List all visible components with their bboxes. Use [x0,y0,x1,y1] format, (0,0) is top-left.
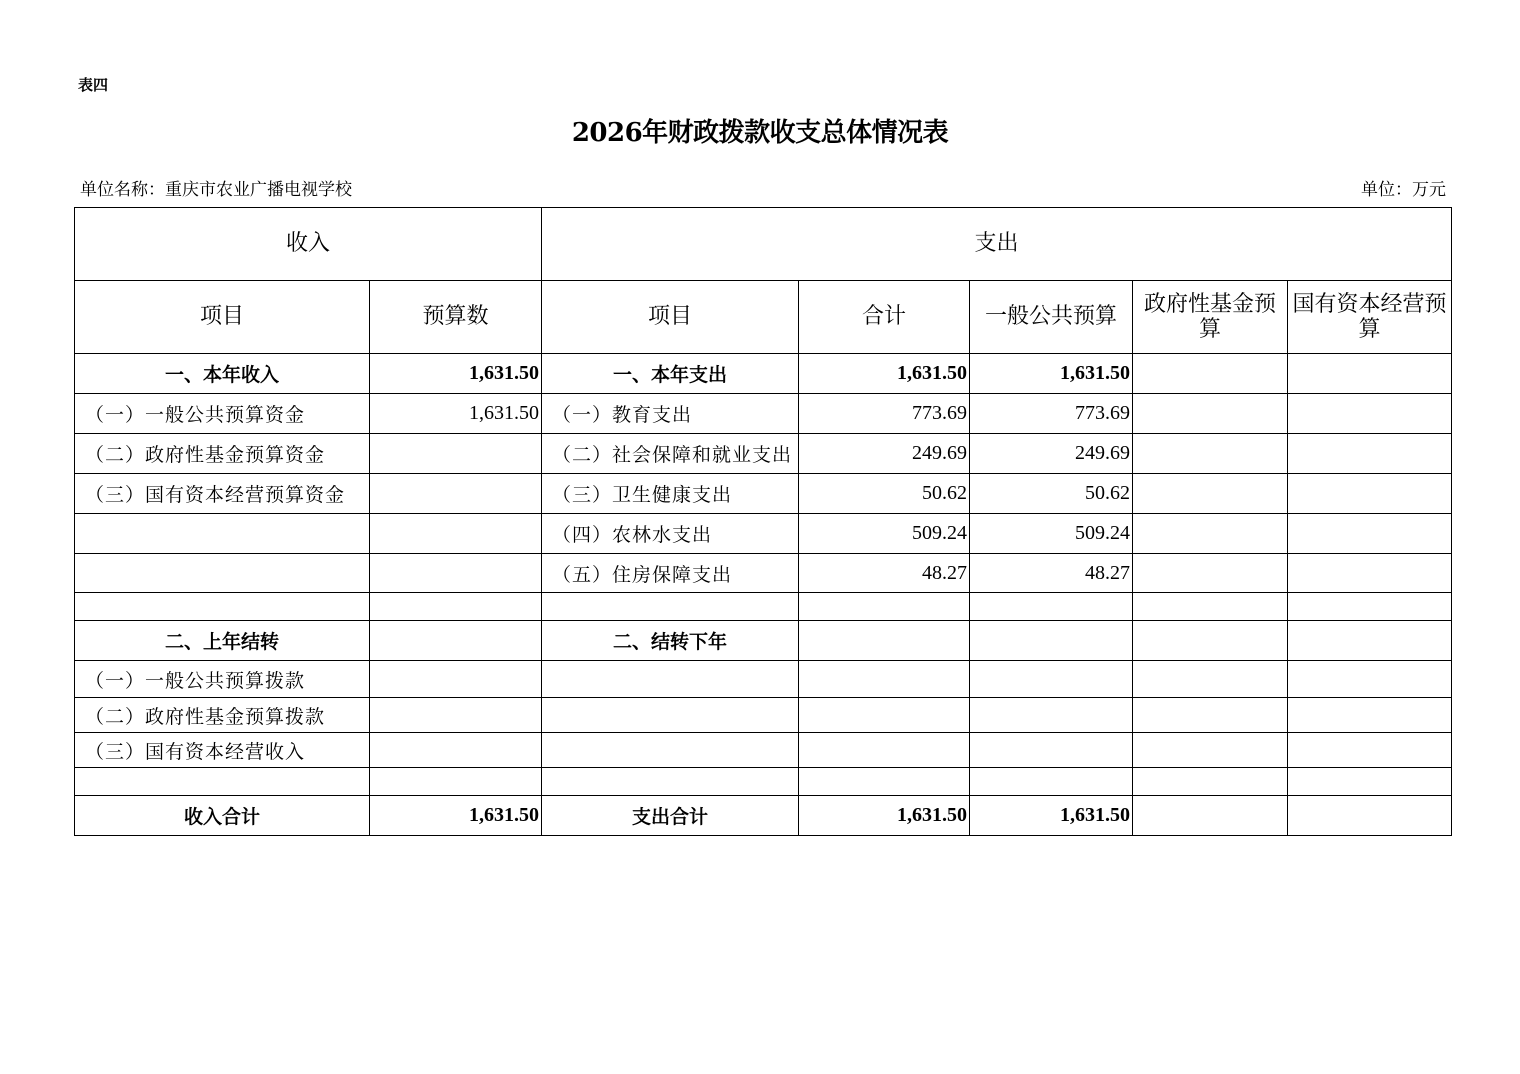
gov-fund-cell [1133,514,1288,554]
table-row [75,474,1452,514]
income-item-cell: （二）政府性基金预算资金 [75,434,370,474]
income-value-cell: 1,631.50 [370,354,542,394]
income-value-cell [370,434,542,474]
state-capital-cell [1288,593,1452,621]
state-capital-cell [1288,434,1452,474]
total-header: 合计 [799,281,970,354]
income-item-cell: （三）国有资本经营收入 [75,733,370,768]
state-capital-total-value [1288,796,1452,836]
income-value-cell [370,768,542,796]
general-budget-cell [970,621,1133,661]
income-item-cell: （二）政府性基金预算拨款 [75,698,370,733]
expenditure-total-label: 支出合计 [542,796,799,836]
state-capital-budget-header: 国有资本经营预算 [1288,281,1452,354]
state-capital-cell [1288,733,1452,768]
budget-table [74,207,1452,836]
state-capital-cell [1288,768,1452,796]
income-value-cell [370,593,542,621]
income-value-cell [370,698,542,733]
header-row-columns [75,281,1452,354]
income-item-cell [75,554,370,593]
general-budget-cell: 509.24 [970,514,1133,554]
gov-fund-cell [1133,434,1288,474]
document-label: 表四 [78,76,109,94]
gov-fund-cell [1133,698,1288,733]
gov-fund-cell [1133,733,1288,768]
income-item-cell: 二、上年结转 [75,621,370,661]
gov-fund-cell [1133,593,1288,621]
total-cell: 1,631.50 [799,354,970,394]
gov-fund-total-value [1133,796,1288,836]
income-value-cell: 1,631.50 [370,394,542,434]
total-cell [799,768,970,796]
page-title: 2026年财政拨款收支总体情况表 [571,118,949,148]
expenditure-item-cell: （二）社会保障和就业支出 [542,434,799,474]
gov-fund-cell [1133,661,1288,698]
general-budget-cell: 50.62 [970,474,1133,514]
table-row [75,698,1452,733]
state-capital-cell [1288,394,1452,434]
gov-fund-cell [1133,554,1288,593]
general-budget-cell: 773.69 [970,394,1133,434]
gov-fund-budget-header: 政府性基金预算 [1133,281,1288,354]
general-budget-cell [970,768,1133,796]
table-row [75,354,1452,394]
general-budget-cell [970,593,1133,621]
total-cell [799,661,970,698]
state-capital-cell [1288,621,1452,661]
total-cell: 249.69 [799,434,970,474]
state-capital-cell [1288,698,1452,733]
gov-fund-cell [1133,621,1288,661]
total-cell [799,733,970,768]
income-value-cell [370,514,542,554]
table-row [75,434,1452,474]
general-budget-cell [970,733,1133,768]
general-budget-cell: 1,631.50 [970,354,1133,394]
expenditure-item-cell: 二、结转下年 [542,621,799,661]
expenditure-item-cell: （一）教育支出 [542,394,799,434]
expenditure-item-cell: （四）农林水支出 [542,514,799,554]
currency-unit: 单位：万元 [1361,180,1446,200]
totals-row [75,796,1452,836]
income-value-cell [370,733,542,768]
state-capital-cell [1288,474,1452,514]
total-cell [799,621,970,661]
income-value-cell [370,621,542,661]
state-capital-cell [1288,554,1452,593]
expenditure-header: 支出 [542,208,1452,281]
table-row [75,593,1452,621]
general-budget-header: 一般公共预算 [970,281,1133,354]
total-cell [799,698,970,733]
income-item-cell [75,514,370,554]
expenditure-item-cell: （五）住房保障支出 [542,554,799,593]
income-item-header: 项目 [75,281,370,354]
table-row [75,733,1452,768]
state-capital-cell [1288,354,1452,394]
expenditure-item-cell: （三）卫生健康支出 [542,474,799,514]
income-item-cell: （三）国有资本经营预算资金 [75,474,370,514]
income-header: 收入 [75,208,542,281]
table-row [75,394,1452,434]
general-budget-total-value: 1,631.50 [970,796,1133,836]
income-value-cell [370,554,542,593]
gov-fund-cell [1133,768,1288,796]
state-capital-cell [1288,661,1452,698]
table-row [75,621,1452,661]
income-total-value: 1,631.50 [370,796,542,836]
income-item-cell [75,768,370,796]
gov-fund-cell [1133,354,1288,394]
total-cell [799,593,970,621]
expenditure-item-cell [542,698,799,733]
table-row [75,768,1452,796]
general-budget-cell: 48.27 [970,554,1133,593]
income-item-cell [75,593,370,621]
gov-fund-cell [1133,474,1288,514]
general-budget-cell [970,661,1133,698]
total-cell: 48.27 [799,554,970,593]
general-budget-cell [970,698,1133,733]
expenditure-total-value: 1,631.50 [799,796,970,836]
total-cell: 773.69 [799,394,970,434]
state-capital-cell [1288,514,1452,554]
expenditure-item-cell [542,733,799,768]
total-cell: 50.62 [799,474,970,514]
gov-fund-cell [1133,394,1288,434]
total-cell: 509.24 [799,514,970,554]
income-value-cell [370,474,542,514]
table-row [75,554,1452,593]
expenditure-item-cell [542,661,799,698]
general-budget-cell: 249.69 [970,434,1133,474]
income-total-label: 收入合计 [75,796,370,836]
expenditure-item-cell [542,768,799,796]
expenditure-item-cell [542,593,799,621]
expenditure-item-cell: 一、本年支出 [542,354,799,394]
table-row [75,661,1452,698]
income-item-cell: （一）一般公共预算拨款 [75,661,370,698]
income-budget-header: 预算数 [370,281,542,354]
header-row-group [75,208,1452,281]
table-row [75,514,1452,554]
income-value-cell [370,661,542,698]
income-item-cell: 一、本年收入 [75,354,370,394]
expenditure-item-header: 项目 [542,281,799,354]
income-item-cell: （一）一般公共预算资金 [75,394,370,434]
unit-name: 单位名称：重庆市农业广播电视学校 [80,180,352,200]
